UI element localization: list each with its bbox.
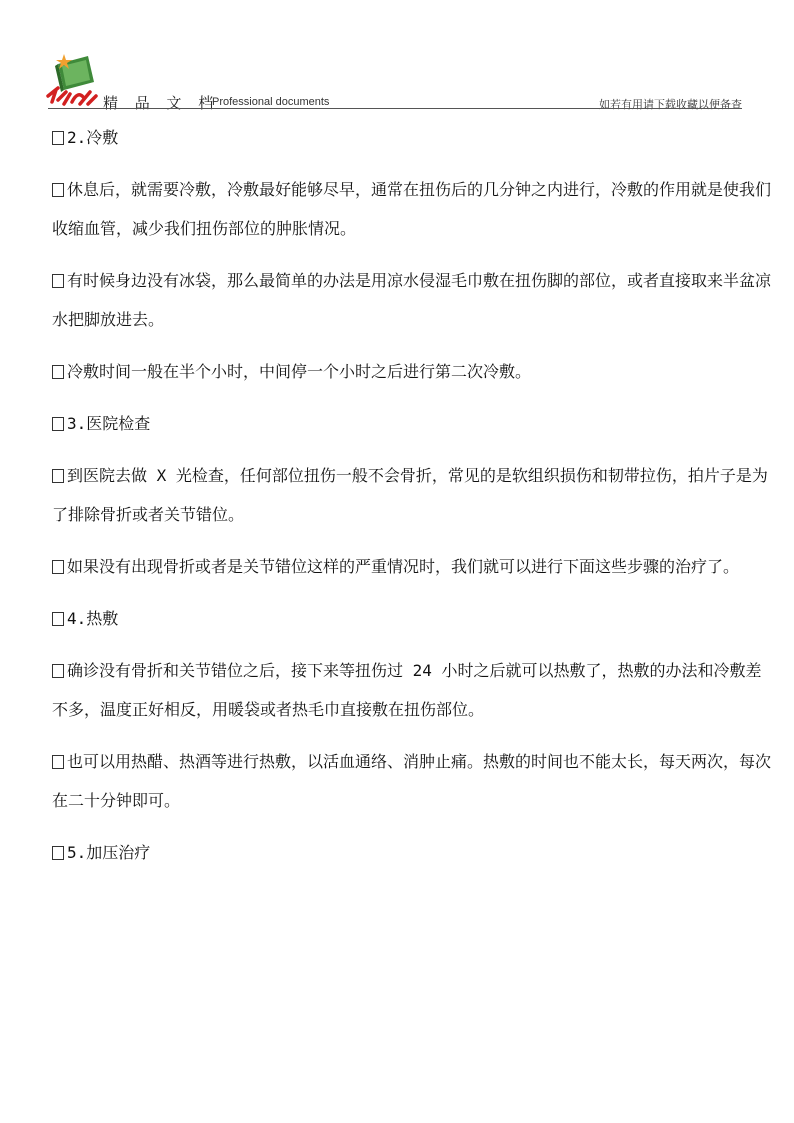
paragraph-text: 冷敷时间一般在半个小时，中间停一个小时之后进行第二次冷敷。 <box>67 362 532 381</box>
paragraph <box>52 742 772 820</box>
section-heading <box>52 833 772 872</box>
header-note: 如若有用请下载收藏以便备查 <box>599 98 742 111</box>
paragraph <box>52 170 772 248</box>
paragraph-text: 休息后，就需要冷敷，冷敷最好能够尽早，通常在扭伤后的几分钟之内进行，冷敷的作用就是使我们收缩血管，减少我们扭伤部位的肿胀情况。 <box>52 180 772 238</box>
section-heading <box>52 599 772 638</box>
page-header <box>0 0 794 112</box>
paragraph <box>52 651 772 729</box>
header-divider <box>48 108 742 109</box>
paragraph <box>52 261 772 339</box>
document-body <box>52 118 772 885</box>
paragraph <box>52 352 772 391</box>
checkbox-glyph-icon <box>52 274 64 288</box>
paragraph <box>52 547 772 586</box>
book-logo-icon <box>44 52 100 108</box>
header-title: 精 品 文 档 <box>103 94 220 112</box>
checkbox-glyph-icon <box>52 131 64 145</box>
checkbox-glyph-icon <box>52 469 64 483</box>
paragraph <box>52 456 772 534</box>
checkbox-glyph-icon <box>52 846 64 860</box>
paragraph-text: 有时候身边没有冰袋，那么最简单的办法是用凉水侵湿毛巾敷在扭伤脚的部位，或者直接取来半盆凉水把脚放进去。 <box>52 271 772 329</box>
section-heading <box>52 118 772 157</box>
checkbox-glyph-icon <box>52 664 64 678</box>
checkbox-glyph-icon <box>52 612 64 626</box>
checkbox-glyph-icon <box>52 560 64 574</box>
paragraph-text: 到医院去做 X 光检查，任何部位扭伤一般不会骨折，常见的是软组织损伤和韧带拉伤，拍片子是为了排除骨折或者关节错位。 <box>52 466 768 524</box>
paragraph-text: 3.医院检查 <box>67 414 151 433</box>
paragraph-text: 4.热敷 <box>67 609 119 628</box>
paragraph-text: 如果没有出现骨折或者是关节错位这样的严重情况时，我们就可以进行下面这些步骤的治疗了。 <box>67 557 740 576</box>
paragraph-text: 确诊没有骨折和关节错位之后，接下来等扭伤过 24 小时之后就可以热敷了，热敷的办法和冷敷差不多，温度正好相反，用暖袋或者热毛巾直接敷在扭伤部位。 <box>52 661 762 719</box>
paragraph-text: 2.冷敷 <box>67 128 119 147</box>
checkbox-glyph-icon <box>52 365 64 379</box>
header-subtitle: Professional documents <box>212 96 330 108</box>
checkbox-glyph-icon <box>52 755 64 769</box>
paragraph-text: 也可以用热醋、热酒等进行热敷，以活血通络、消肿止痛。热敷的时间也不能太长，每天两次，每次在二十分钟即可。 <box>52 752 772 810</box>
checkbox-glyph-icon <box>52 183 64 197</box>
section-heading <box>52 404 772 443</box>
checkbox-glyph-icon <box>52 417 64 431</box>
paragraph-text: 5.加压治疗 <box>67 843 151 862</box>
